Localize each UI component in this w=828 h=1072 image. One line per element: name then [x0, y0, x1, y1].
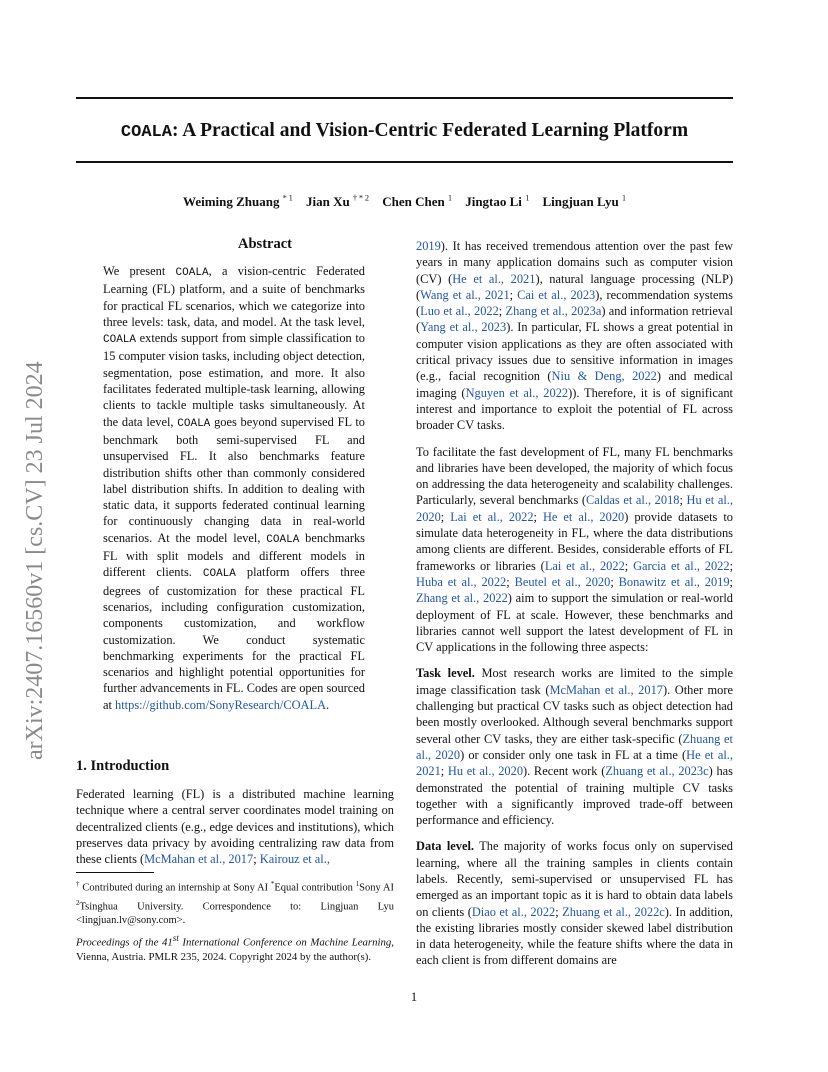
paragraph-run-in-heading: Data level. [416, 839, 475, 854]
citation-link[interactable]: Zhang et al., 2023a [505, 304, 602, 319]
title-platform-name: COALA [120, 123, 172, 142]
paper-title [76, 118, 733, 146]
introduction-body: Federated learning (FL) is a distributed machine learning technique where a central server coordinates model training on decentralized clients (e.g., edge devices and institutions), which preserves data privacy by avoiding centralizing raw data from these clients (McMahan et al., 2017; Kairouz et al., [76, 787, 394, 867]
citation-link[interactable]: He et al., 2020 [542, 509, 625, 524]
citation-link[interactable]: McMahan et al., 2017 [549, 682, 663, 697]
citation-link[interactable]: Caldas et al., 2018 [586, 493, 680, 508]
abstract-body: We present COALA, a vision-centric Federated Learning (FL) platform, and a suite of benchmarks for practical FL scenarios, which we categorize into three levels: task, data, and model. At the task level, COALA extends support from simple classification to 15 computer vision tasks, including object detection, segmentation, pose estimation, and more. It also facilitates federated multiple-task learning, allowing clients to tackle multiple tasks simultaneously. At the data level, COALA goes beyond supervised FL to benchmark both semi-supervised FL and unsupervised FL. It also benchmarks feature distribution shifts other than commonly considered label distribution shifts. In addition to dealing with static data, it supports federated continual learning for continuously changing data in real-world scenarios. At the model level, COALA benchmarks FL with split models and different models in different clients. COALA platform offers three degrees of customization for these practical FL scenarios, including configuration customization, components customization, and workflow customization. We conduct systematic benchmarking experiments for the practical FL scenarios and highlight potential opportunities for further advancements in FL. Codes are open sourced at https://github.com/SonyResearch/COALA. [103, 264, 365, 712]
citation-link[interactable]: Lai et al., 2022 [544, 558, 625, 573]
citation-link[interactable]: Nguyen et al., 2022 [465, 385, 569, 400]
citation-link[interactable]: Diao et al., 2022 [471, 904, 556, 919]
citation-link[interactable]: Yang et al., 2023 [420, 320, 507, 335]
citation-link[interactable]: He et al., 2021 [452, 271, 536, 286]
citation-link[interactable]: Huba et al., 2022 [416, 574, 507, 589]
citation-link[interactable]: McMahan et al., 2017 [144, 852, 254, 867]
paragraph: 2019). It has received tremendous attention over the past few years in many application domains such as computer vision (CV) (He et al., 2021), natural language processing (NLP) (Wang et al., 2021; Cai et al., 2023), recommendation systems (Luo et al., 2022; Zhang et al., 2023a) and information retrieval (Yang et al., 2023). In particular, FL shows a great potential in computer vision applications as they are often associated with critical privacy issues due to sensitive information in images (e.g., facial recognition (Niu & Deng, 2022) and medical imaging (Nguyen et al., 2022)). Therefore, it is of significant interest and importance to exploit the potential of FL across broader CV tasks. [416, 239, 734, 433]
citation-link[interactable]: Beutel et al., 2020 [514, 574, 611, 589]
citation-link[interactable]: Hu et al., 2020 [416, 493, 733, 524]
author: Lingjuan Lyu $^1$ [542, 194, 626, 210]
paragraph: Task level. Most research works are limited to the simple image classification task (McMahan et al., 2017). Other more challenging but practical CV tasks such as object detection had been mostly overlooked. Although several benchmarks support several other CV tasks, they are either task-specific (Zhuang et al., 2020) or consider only one task in FL at a time (He et al., 2021; Hu et al., 2020). Recent work (Zhuang et al., 2023c) has demonstrated the potential of training multiple CV tasks together with a significantly improved trade-off between performance and efficiency. [416, 666, 734, 828]
citation-link[interactable]: Cai et al., 2023 [517, 287, 596, 302]
citation-link[interactable]: Hu et al., 2020 [447, 764, 524, 779]
citation-link[interactable]: Zhuang et al., 2022c [562, 904, 665, 919]
citation-link[interactable]: Zhang et al., 2022 [416, 591, 508, 606]
author-list [76, 190, 733, 211]
citation-link[interactable]: 2019 [416, 239, 441, 253]
citation-link[interactable]: Zhuang et al., 2020 [416, 731, 733, 762]
citation-link[interactable]: Lai et al., 2022 [450, 509, 534, 524]
paragraph: To facilitate the fast development of FL, many FL benchmarks and libraries have been developed, the majority of which focus on addressing the data heterogeneity and scalability challenges. Particularly, several benchmarks (Caldas et al., 2018; Hu et al., 2020; Lai et al., 2022; He et al., 2020) provide datasets to simulate data heterogeneity in FL, where the data distributions among clients are different. Besides, considerable efforts of FL frameworks or libraries (Lai et al., 2022; Garcia et al., 2022; Huba et al., 2022; Beutel et al., 2020; Bonawitz et al., 2019; Zhang et al., 2022) aim to support the simulation or real-world deployment of FL at scale. However, these benchmarks and libraries cannot well support the latest development of FL in CV applications in the following three aspects: [416, 444, 734, 655]
citation-link[interactable]: Kairouz et al., [259, 852, 330, 867]
right-column [416, 238, 733, 979]
citation-link[interactable]: Wang et al., 2021 [420, 287, 510, 302]
title-rest: : A Practical and Vision-Centric Federated Learning Platform [171, 120, 689, 141]
paragraph-run-in-heading: Task level. [416, 666, 475, 681]
introduction-heading: 1. Introduction [76, 758, 170, 774]
citation-link[interactable]: Bonawitz et al., 2019 [618, 574, 730, 589]
author: Jingtao Li $^1$ [465, 194, 530, 210]
page-number: 1 [410, 990, 418, 1004]
proceedings-note: Proceedings of the 41st International Conference on Machine Learning, Vienna, Austria. PMLR 235, 2024. Copyright 2024 by the author(s). [76, 933, 394, 963]
author: Jian Xu $^{\dagger * 2}$ [306, 194, 369, 210]
author: Weiming Zhuang $^{* 1}$ [183, 194, 293, 210]
footnote-rule [76, 872, 154, 873]
citation-link[interactable]: Zhuang et al., 2023c [605, 764, 709, 779]
paragraph: Data level. The majority of works focus only on supervised learning, where all the training samples in clients contain labels. Recently, semi-supervised or unsupervised FL has emerged as an important topic as it is hard to obtain data labels on clients (Diao et al., 2022; Zhuang et al., 2022c). In addition, the existing libraries mostly consider skewed label distribution in data heterogeneity, while the feature shifts where the data in each client is from different domains are [416, 839, 733, 968]
footnote: † Contributed during an internship at Sony AI *Equal contribution $^1$Sony AI $^2$Tsinghua University. Correspondence to: Lingjuan Lyu <lingjuan.lv@sony.com>. [76, 880, 394, 926]
code-repository-link[interactable]: https://github.com/SonyResearch/COALA [115, 697, 327, 712]
citation-link[interactable]: He et al., 2021 [416, 747, 733, 779]
title-bottom-rule [76, 161, 733, 163]
author: Chen Chen $^1$ [382, 194, 452, 210]
citation-link[interactable]: Niu & Deng, 2022 [551, 369, 657, 384]
top-rule [76, 97, 733, 99]
citation-link[interactable]: Garcia et al., 2022 [633, 558, 730, 573]
arxiv-identifier: arXiv:2407.16560v1 [cs.CV] 23 Jul 2024 [22, 361, 48, 760]
citation-link[interactable]: Luo et al., 2022 [420, 304, 499, 319]
abstract-heading: Abstract [238, 236, 292, 252]
